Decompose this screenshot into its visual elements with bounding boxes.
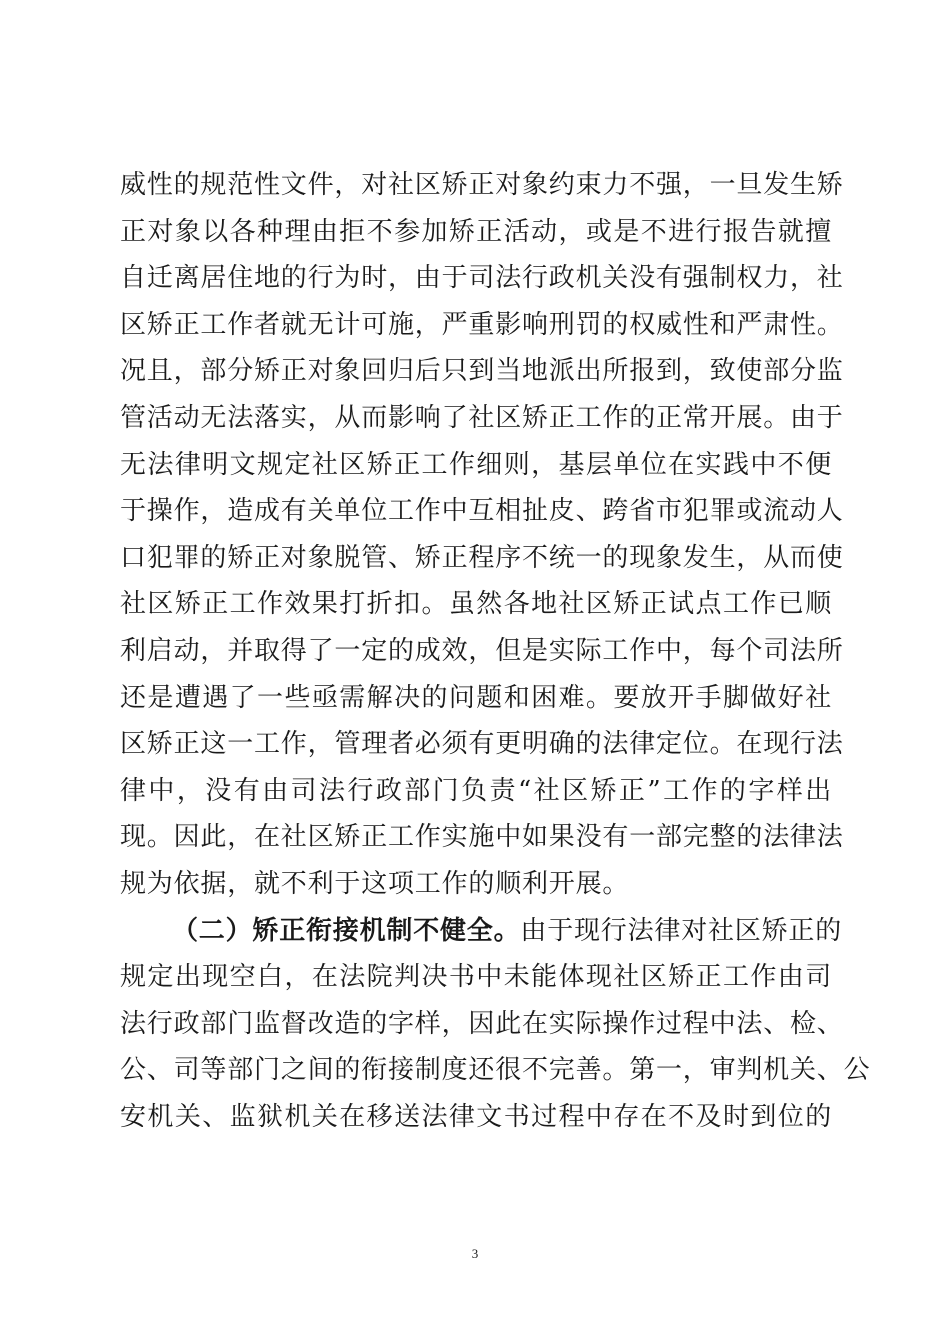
text-line: 社区矫正工作效果打折扣。虽然各地社区矫正试点工作已顺 xyxy=(120,589,832,620)
text-line: 自迁离居住地的行为时，由于司法行政机关没有强制权力，社 xyxy=(120,263,844,294)
text-line: 还是遭遇了一些亟需解决的问题和困难。要放开手脚做好社 xyxy=(120,682,832,713)
text-line: 区矫正这一工作，管理者必须有更明确的法律定位。在现行法 xyxy=(120,729,844,760)
text-line: 规为依据，就不利于这项工作的顺利开展。 xyxy=(120,868,630,899)
text-line: 法行政部门监督改造的字样，因此在实际操作过程中法、检、 xyxy=(120,1008,844,1039)
text-line: 安机关、监狱机关在移送法律文书过程中存在不及时到位的 xyxy=(120,1101,832,1132)
text-line: 区矫正工作者就无计可施，严重影响刑罚的权威性和严肃性。 xyxy=(120,309,844,340)
text-line: 公、司等部门之间的衔接制度还很不完善。第一，审判机关、公 xyxy=(120,1055,871,1086)
text-line: 律中，没有由司法行政部门负责“社区矫正”工作的字样出 xyxy=(120,775,832,806)
text-line: 管活动无法落实，从而影响了社区矫正工作的正常开展。由于 xyxy=(120,402,844,433)
text-line: 况且，部分矫正对象回归后只到当地派出所报到，致使部分监 xyxy=(120,356,844,387)
text-line: 口犯罪的矫正对象脱管、矫正程序不统一的现象发生，从而使 xyxy=(120,542,844,573)
text-line-rest: 由于现行法律对社区矫正的 xyxy=(520,915,843,946)
page-number: 3 xyxy=(471,1246,479,1261)
section-heading: （二）矫正衔接机制不健全。 xyxy=(172,915,521,946)
text-line: 现。因此，在社区矫正工作实施中如果没有一部完整的法律法 xyxy=(120,822,844,853)
body-text xyxy=(120,162,871,1140)
text-line: 威性的规范性文件，对社区矫正对象约束力不强，一旦发生矫 xyxy=(120,170,844,200)
section-heading-line xyxy=(120,908,843,955)
text-line: 于操作，造成有关单位工作中互相扯皮、跨省市犯罪或流动人 xyxy=(120,496,844,527)
text-line: 规定出现空白，在法院判决书中未能体现社区矫正工作由司 xyxy=(120,962,832,993)
text-line: 正对象以各种理由拒不参加矫正活动，或是不进行报告就擅 xyxy=(120,216,832,247)
text-line: 无法律明文规定社区矫正工作细则，基层单位在实践中不便 xyxy=(120,449,832,480)
text-line: 利启动，并取得了一定的成效，但是实际工作中，每个司法所 xyxy=(120,635,844,666)
